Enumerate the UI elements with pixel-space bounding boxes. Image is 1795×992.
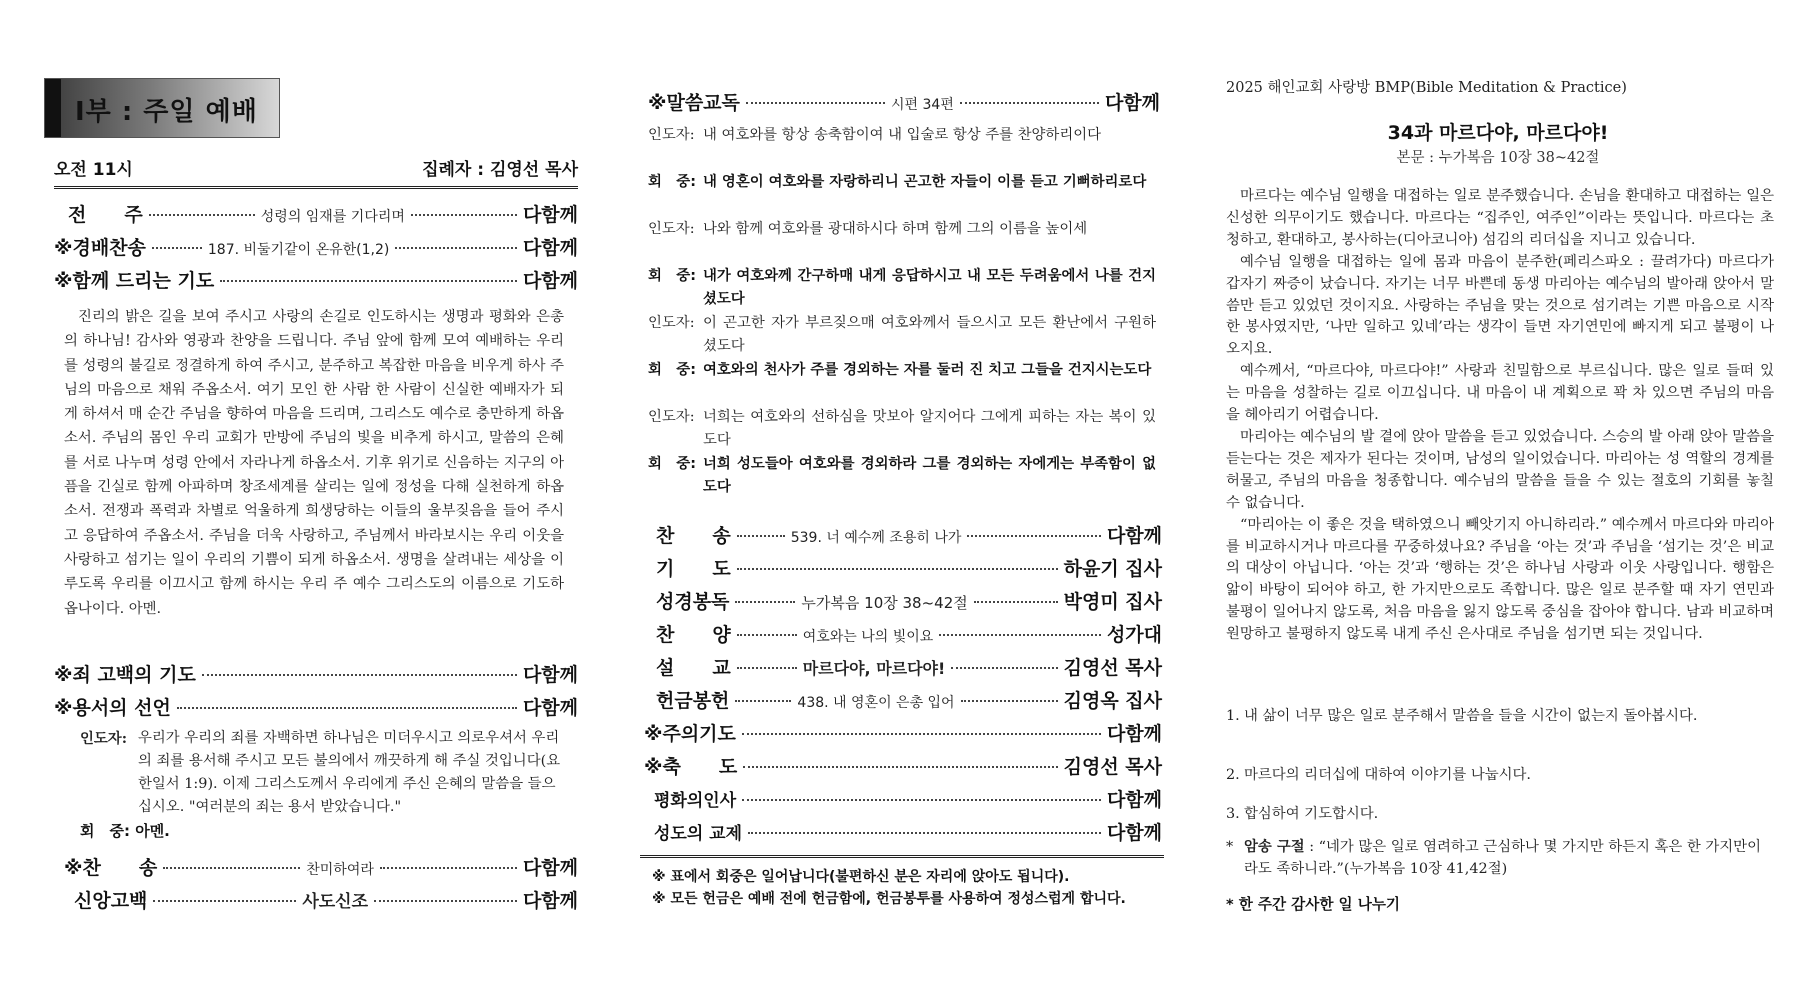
order-label: 신앙고백 (74, 890, 148, 912)
responsive-line (648, 124, 1156, 147)
order-label: ※죄 고백의 기도 (54, 664, 196, 686)
order-item (648, 88, 1160, 115)
speaker: 회 중: (648, 174, 696, 190)
responsive-line (648, 218, 1156, 241)
leader-label: 인도자: (80, 730, 128, 747)
order-person: 다함께 (522, 237, 578, 259)
order-detail: 찬미하여라 (306, 862, 374, 878)
order-person: 김영선 목사 (1063, 657, 1162, 679)
order-item (656, 521, 1162, 548)
order-item (644, 752, 1162, 779)
order-item (656, 620, 1162, 647)
service-info-line (54, 155, 578, 189)
responsive-text: 나와 함께 여호와를 광대하시다 하며 함께 그의 이름을 높이세 (703, 221, 1088, 237)
lesson-scripture: 본문 : 누가복음 10장 38~42절 (1396, 150, 1600, 166)
dot-leader (153, 900, 296, 902)
dot-leader (951, 667, 1057, 669)
dot-leader (974, 601, 1058, 603)
dot-leader (737, 535, 785, 537)
dot-leader (939, 634, 1101, 636)
order-item (656, 554, 1162, 581)
order-item (54, 660, 578, 687)
order-label: 헌금봉헌 (656, 690, 730, 712)
memory-label: 암송 구절 (1244, 839, 1305, 855)
dot-leader (220, 280, 517, 282)
order-person: 김영옥 집사 (1063, 690, 1162, 712)
dot-leader (737, 568, 1058, 570)
dot-leader (737, 634, 797, 636)
divider (640, 855, 1164, 858)
responsive-line (648, 171, 1156, 194)
dot-leader (380, 867, 517, 869)
order-label: ※축 도 (644, 756, 738, 778)
paragraph: 마리아는 예수님의 발 곁에 앉아 말씀을 듣고 있었습니다. 스승의 발 아래 앉아 말씀을 듣는다는 것은 제자가 된다는 것이며, 남성의 일이었습니다. 마리아는 성 역할의 경계를 허물고, 주님의 마음을 청종합니다. 예수님의 말씀을 들을 수 있는 절호의 기회를 놓칠 수 없습니다. (1226, 428, 1774, 511)
bullet: * (1226, 839, 1234, 855)
dot-leader (374, 900, 517, 902)
order-detail: 누가복음 10장 38~42절 (801, 594, 968, 612)
order-item (654, 818, 1162, 845)
order-label: 찬 송 (656, 525, 731, 547)
order-label: 전 주 (68, 204, 143, 226)
order-person: 다함께 (522, 204, 579, 226)
thanks-text: 한 주간 감사한 일 나누기 (1238, 896, 1401, 913)
order-item (74, 886, 578, 913)
discussion-question (1226, 765, 1774, 787)
responsive-line (648, 312, 1156, 358)
order-label: ※경배찬송 (54, 237, 146, 259)
responsive-text: 여호와의 천사가 주를 경외하는 자를 둘러 진 치고 그들을 건지시는도다 (703, 362, 1152, 378)
order-person: 다함께 (1106, 723, 1162, 745)
question-text: 내 삶이 너무 많은 일로 분주해서 말씀을 들을 시간이 없는지 돌아봅시다. (1244, 708, 1698, 724)
order-person: 다함께 (522, 270, 578, 292)
order-item (64, 853, 578, 880)
order-detail: 사도신조 (302, 892, 369, 912)
sermon-title: 마르다야, 마르다야! (802, 659, 946, 678)
question-text: 마르다의 리더십에 대하여 이야기를 나눕시다. (1244, 767, 1531, 783)
section-title: I부 : 주일 예배 (75, 97, 258, 127)
dot-leader (743, 766, 1057, 768)
dot-leader (742, 799, 1101, 801)
dot-leader (149, 214, 255, 216)
responsive-text: 너희는 여호와의 선하심을 맛보아 알지어다 그에게 피하는 자는 복이 있도다 (703, 409, 1156, 448)
order-item (54, 233, 578, 260)
absolution-block (80, 727, 566, 819)
dot-leader (748, 832, 1101, 834)
order-item (54, 266, 578, 293)
service-notes (652, 866, 1126, 910)
responsive-line (648, 265, 1156, 311)
order-item (644, 719, 1162, 746)
speaker: 인도자: (648, 409, 695, 425)
paragraph: 예수님 일행을 대접하는 일에 몸과 마음이 분주한(페리스파오 : 끌려가다) 마르다가 갑자기 짜증이 났습니다. 자기는 너무 바쁜데 동생 마리아는 예수님의 발아래 앉아서 말씀만 듣고 있었던 것이지요. 사랑하는 주님을 맞는 것으로 섬기려는 기쁜 마음으로 시작한 봉사였지만, ‘나만 일하고 있네’라는 생각이 들면 자기연민에 빠지게 되고 불평이 나오지요. (1226, 253, 1774, 358)
dot-leader (742, 733, 1101, 735)
order-item (656, 686, 1162, 713)
congregation-response: 회 중: 아멘. (80, 822, 170, 840)
responsive-text: 너희 성도들아 여호와를 경외하라 그를 경외하는 자에게는 부족함이 없도다 (703, 456, 1156, 495)
dot-leader (746, 102, 885, 104)
paragraph: “마리아는 이 좋은 것을 택하였으니 빼앗기지 아니하리라.” 예수께서 마르다와 마리아를 비교하시거나 마르다를 꾸중하셨나요? 주님을 ‘아는 것’과 주님을 ‘섬기는 것’은 비교의 대상이 아닙니다. ‘아는 것’과 ‘행하는 것’은 하나님 사랑과 이웃 사랑입니다. 행함은 앎이 바탕이 되어야 하고, 한 가지만으로도 족합니다. 많은 일로 분주할 때 자기 연민과 불평이 일어나지 않도록, 처음 마음을 잃지 않도록 중심을 잡아야 합니다. 남과 비교하며 원망하고 불평하지 않도록 내게 주신 은사대로 주님을 섬기면 되는 것입니다. (1226, 516, 1774, 643)
order-person: 다함께 (522, 890, 578, 912)
memory-text: : “네가 많은 일로 염려하고 근심하나 몇 가지만 하든지 혹은 한 가지만이라도 족하니라.”(누가복음 10장 41,42절) (1244, 839, 1761, 877)
service-presider: 집례자 : 김영선 목사 (422, 160, 578, 180)
dot-leader (411, 214, 517, 216)
order-item (68, 200, 578, 227)
paragraph: 마르다는 예수님 일행을 대접하는 일로 분주했습니다. 손님을 환대하고 대접하는 일은 신성한 의무이기도 했습니다. 마르다는 “집주인, 여주인”이라는 뜻입니다. 마르다는 초청하고, 환대하고, 봉사하는(디아코니아) 섬김의 리더십을 지니고 있습니다. (1226, 188, 1774, 248)
responsive-text: 이 곤고한 자가 부르짖으매 여호와께서 들으시고 모든 환난에서 구원하셨도다 (703, 315, 1156, 354)
dot-leader (152, 247, 202, 249)
order-label: 기 도 (656, 558, 731, 580)
order-person: 박영미 집사 (1063, 591, 1162, 613)
order-label: 성도의 교제 (654, 824, 743, 844)
order-person: 다함께 (522, 857, 578, 879)
order-label: 평화의인사 (654, 791, 737, 811)
order-label: ※용서의 선언 (54, 697, 171, 719)
order-person: 하윤기 집사 (1063, 558, 1162, 580)
dot-leader (967, 535, 1101, 537)
dot-leader (737, 667, 797, 669)
order-person: 김영선 목사 (1063, 756, 1162, 778)
memory-verse (1226, 837, 1774, 881)
order-person: 다함께 (522, 664, 578, 686)
speaker: 회 중: (648, 362, 696, 378)
note-line: ※ 모든 헌금은 예배 전에 헌금함에, 헌금봉투를 사용하여 정성스럽게 합니다. (652, 891, 1126, 907)
order-item (654, 785, 1162, 812)
order-item (54, 693, 578, 720)
order-person: 성가대 (1106, 624, 1162, 646)
lesson-body (1226, 186, 1774, 646)
absolution-text: 우리가 우리의 죄를 자백하면 하나님은 미더우시고 의로우셔서 우리의 죄를 용서해 주시고 모든 불의에서 깨끗하게 해 주실 것입니다(요한일서 1:9). 이제 그리스도께서 우리에게 주신 은혜의 말씀을 들으십시오. "여러분의 죄는 용서 받았습니다." (138, 730, 561, 815)
dot-leader (735, 700, 791, 702)
order-label: ※함께 드리는 기도 (54, 270, 215, 292)
question-number: 2. (1226, 767, 1240, 783)
order-label: ※말씀교독 (648, 92, 740, 114)
paragraph: 예수께서, “마르다야, 마르다야!” 사랑과 친밀함으로 부르십니다. 많은 일로 들떠 있는 마음을 성찰하는 길로 이끄십니다. 내 마음이 내 계획으로 꽉 차 있으면 주님의 마음을 헤아리기 어렵습니다. (1226, 363, 1774, 424)
dot-leader (395, 247, 517, 249)
order-person: 다함께 (1104, 92, 1161, 114)
order-person: 다함께 (1106, 525, 1162, 547)
order-detail: 시편 34편 (891, 97, 954, 113)
question-number: 1. (1226, 708, 1240, 724)
question-text: 합심하여 기도합시다. (1244, 806, 1379, 822)
responsive-line (648, 406, 1156, 452)
note-line: ※ 표에서 회중은 일어납니다(불편하신 분은 자리에 앉아도 됩니다). (652, 869, 1070, 885)
order-person: 다함께 (1106, 789, 1162, 811)
dot-leader (735, 601, 795, 603)
discussion-question (1226, 804, 1774, 826)
order-detail: 438. 내 영혼이 은총 입어 (797, 695, 955, 711)
order-detail: 187. 비둘기같이 온유한(1,2) (207, 242, 390, 258)
section-header (44, 78, 280, 138)
bmp-header: 2025 해인교회 사랑방 BMP(Bible Meditation & Practice) (1226, 80, 1627, 96)
dot-leader (960, 102, 1099, 104)
header-accent-bar (45, 79, 61, 137)
order-label: ※주의기도 (644, 723, 736, 745)
speaker: 인도자: (648, 127, 695, 143)
order-detail: 539. 너 예수께 조용히 나가 (790, 530, 962, 546)
dot-leader (961, 700, 1058, 702)
responsive-text: 내 여호와를 항상 송축함이여 내 입술로 항상 주를 찬양하리이다 (703, 127, 1102, 143)
order-person: 다함께 (1106, 822, 1162, 844)
order-label: ※찬 송 (64, 857, 158, 879)
speaker: 인도자: (648, 221, 695, 237)
order-detail: 성령의 임재를 기다리며 (260, 209, 405, 225)
responsive-line (648, 359, 1156, 382)
responsive-text: 내가 여호와께 간구하매 내게 응답하시고 내 모든 두려움에서 나를 건지셨도다 (703, 268, 1156, 307)
responsive-text: 내 영혼이 여호와를 자랑하리니 곤고한 자들이 이를 듣고 기뻐하리로다 (703, 174, 1147, 190)
thanks-item: * 한 주간 감사한 일 나누기 (1226, 896, 1401, 913)
speaker: 회 중: (648, 456, 696, 472)
speaker: 인도자: (648, 315, 695, 331)
lesson-title: 34과 마르다야, 마르다야! (1387, 122, 1609, 144)
order-label: 찬 양 (656, 624, 731, 646)
speaker: 회 중: (648, 268, 696, 284)
order-detail: 여호와는 나의 빛이요 (802, 629, 934, 645)
responsive-line (648, 453, 1156, 499)
question-number: 3. (1226, 806, 1240, 822)
dot-leader (202, 674, 517, 676)
order-label: 성경봉독 (656, 591, 730, 613)
order-item (656, 587, 1162, 614)
dot-leader (163, 867, 300, 869)
common-prayer-text: 진리의 밝은 길을 보여 주시고 사랑의 손길로 인도하시는 생명과 평화와 은총의 하나님! 감사와 영광과 찬양을 드립니다. 주님 앞에 함께 모여 예배하는 우리를 성령의 불길로 정결하게 하여 주시고, 분주하고 복잡한 마음을 비우게 하사 주님의 마음으로 채워 주옵소서. 여기 모인 한 사람 한 사람이 신실한 예배자가 되게 하셔서 매 순간 주님을 향하여 마음을 드리며, 그리스도 예수로 충만하게 하옵소서. 주님의 몸인 우리 교회가 만방에 주님의 빛을 비추게 하시고, 말씀의 은혜를 서로 나누며 성령 안에서 자라나게 하옵소서. 기후 위기로 신음하는 지구의 아픔을 긴실로 함께 아파하며 창조세계를 살리는 일에 정성을 다해 실천하게 하옵소서. 전쟁과 폭력과 차별로 억울하게 희생당하는 이들의 울부짖음을 들어 주시고 응답하여 주옵소서. 주님을 더욱 사랑하고, 주님께서 바라보시는 우리 이웃을 사랑하고 섬기는 일이 우리의 기쁨이 되게 하옵소서. 생명을 살려내는 세상을 이루도록 우리를 이끄시고 함께 하시는 우리 주 예수 그리스도의 이름으로 기도하옵나이다. 아멘. (64, 309, 564, 617)
discussion-question (1226, 706, 1774, 728)
order-item (656, 653, 1162, 680)
order-label: 설 교 (656, 657, 731, 679)
order-person: 다함께 (522, 697, 578, 719)
service-time: 오전 11시 (54, 160, 133, 180)
dot-leader (177, 707, 517, 709)
